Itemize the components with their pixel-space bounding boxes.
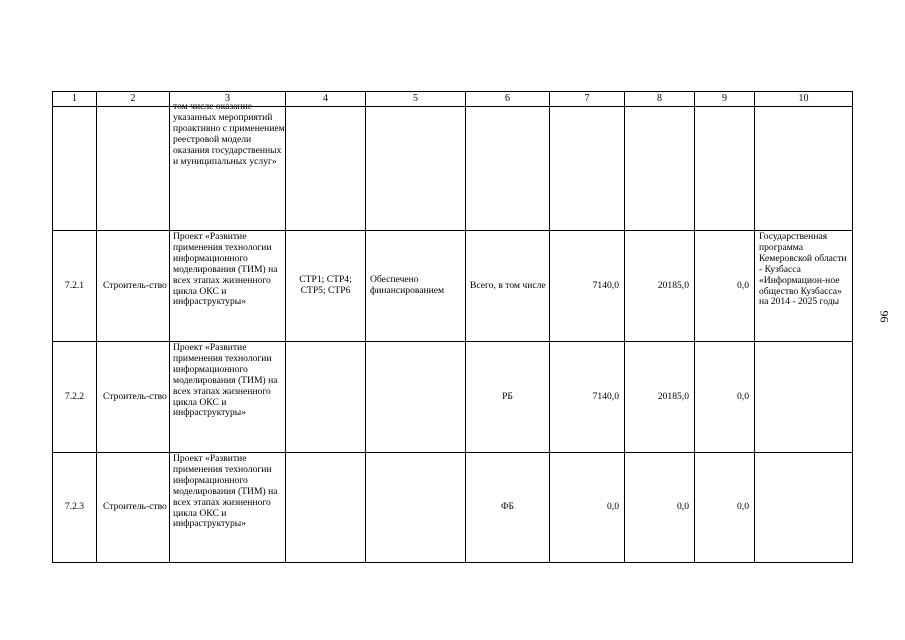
indicator-codes (286, 342, 366, 453)
column-header: 4 (286, 92, 366, 107)
value-col-8: 0,0 (625, 453, 695, 563)
table-row (53, 342, 853, 453)
value-col-8: 20185,0 (625, 231, 695, 342)
table-cell (366, 107, 466, 231)
column-header: 3 (170, 92, 286, 107)
state-program (755, 231, 853, 342)
project-description (170, 342, 286, 453)
value-col-9: 0,0 (695, 342, 755, 453)
funding-status (366, 342, 466, 453)
column-header: 9 (695, 92, 755, 107)
table-cell (625, 107, 695, 231)
sector-cell: Строитель-ство (97, 342, 170, 453)
cell-text: Проект «Развитие применения технологии информационного моделирования (ТИМ) на всех этапах жизненного цикла ОКС и инфраструктуры» (173, 231, 278, 308)
sector-cell: Строитель-ство (97, 231, 170, 342)
table-cell (286, 107, 366, 231)
project-description (170, 453, 286, 563)
project-description-continuation (170, 101, 286, 231)
state-program (755, 453, 853, 563)
project-description (170, 231, 286, 342)
table-cell (550, 107, 625, 231)
column-header: 7 (550, 92, 625, 107)
column-header: 8 (625, 92, 695, 107)
table-cell (695, 107, 755, 231)
table-row (53, 231, 853, 342)
value-col-9: 0,0 (695, 453, 755, 563)
table-cell (755, 107, 853, 231)
funding-source: РБ (466, 342, 550, 453)
column-header: 10 (755, 92, 853, 107)
funding-status (366, 453, 466, 563)
cell-text: Проект «Развитие применения технологии информационного моделирования (ТИМ) на всех этапах жизненного цикла ОКС и инфраструктуры» (173, 342, 278, 419)
row-number: 7.2.3 (53, 453, 97, 563)
budget-table (52, 91, 853, 563)
value-col-7: 0,0 (550, 453, 625, 563)
state-program (755, 342, 853, 453)
funding-source: Всего, в том числе (466, 231, 550, 342)
table-cell (466, 107, 550, 231)
page-number: 96 (877, 310, 892, 323)
column-header: 6 (466, 92, 550, 107)
funding-source: ФБ (466, 453, 550, 563)
table-cell (53, 107, 97, 231)
value-col-7: 7140,0 (550, 231, 625, 342)
cell-text: том числе оказание указанных мероприятий проактивно с применением реестровой модели оказания государственных и муниципальных услуг» (173, 101, 285, 167)
value-col-8: 20185,0 (625, 342, 695, 453)
continuation-row (53, 107, 853, 231)
column-header: 5 (366, 92, 466, 107)
row-number: 7.2.2 (53, 342, 97, 453)
table-row (53, 453, 853, 563)
cell-text: Проект «Развитие применения технологии информационного моделирования (ТИМ) на всех этапах жизненного цикла ОКС и инфраструктуры» (173, 453, 278, 530)
sector-cell: Строитель-ство (97, 453, 170, 563)
row-number: 7.2.1 (53, 231, 97, 342)
cell-text: Государственная программа Кемеровской области - Кузбасса «Информацион-ное общество Кузбасса» на 2014 - 2025 годы (759, 231, 847, 308)
column-header: 2 (97, 92, 170, 107)
column-header: 1 (53, 92, 97, 107)
indicator-codes (286, 453, 366, 563)
table-cell (97, 107, 170, 231)
funding-status: Обеспечено финансированием (366, 231, 466, 342)
value-col-9: 0,0 (695, 231, 755, 342)
indicator-codes: СТР1; СТР4; СТР5; СТР6 (286, 231, 366, 342)
value-col-7: 7140,0 (550, 342, 625, 453)
